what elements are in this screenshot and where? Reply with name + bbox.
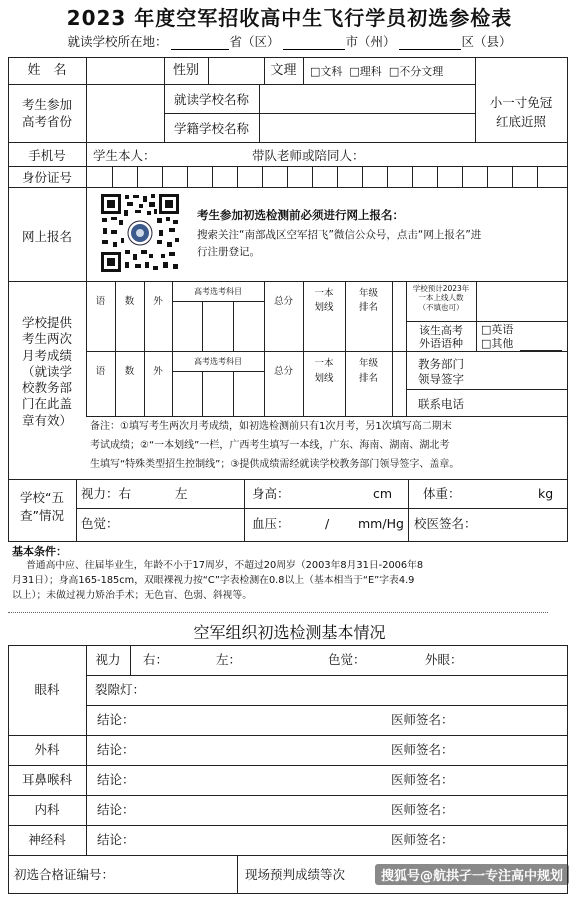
foreign-lang-label-2: 外语语种 (419, 337, 463, 350)
phone-student-label: 学生本人： (93, 148, 156, 163)
header-total: 总分 (273, 366, 293, 377)
school-location-label: 就读学校所在地： (67, 34, 168, 49)
province-label: 省（区） (229, 34, 280, 49)
exam-province-label-1: 考生参加 (21, 97, 72, 112)
eye-conclusion-label: 结论： (97, 712, 135, 727)
province-blank[interactable] (171, 37, 229, 50)
exam-right-label: 右： (143, 652, 169, 667)
header-elective: 高考选考科目 (194, 357, 242, 366)
grades-label-line: 章有效） (21, 412, 72, 428)
ent-conclusion-label: 结论： (97, 772, 135, 787)
remarks-line-2: 考试成绩；②“一本划线”一栏，广西考生填写一本线，广东、海南、湖南、湖北考 (90, 440, 450, 451)
grades-label-line: 考生两次 (21, 331, 72, 347)
photo-note-2: 红底近照 (495, 114, 546, 129)
surgery-doctor-sign-label: 医师签名： (391, 742, 454, 757)
header-math: 数 (124, 366, 135, 377)
wucha-label-1: 学校“五 (20, 490, 64, 505)
remarks-line-1: 备注：①填写考生两次月考成绩，如初选检测前只有1次月考，另1次填写高二期末 (90, 421, 452, 432)
remarks-line-3: 生填写“特殊类型招生控制线”；③提供成绩需经就读学校教务部门领导签字、盖章。 (90, 459, 460, 470)
district-label: 区（县） (461, 34, 512, 49)
exam-outer-eye-label: 外眼： (425, 652, 463, 667)
header-math: 数 (124, 296, 135, 307)
height-label: 身高： (252, 486, 290, 501)
school-location-line (0, 32, 579, 50)
header-chinese: 语 (95, 296, 106, 307)
grade-count-line: 一本上线人数 (418, 293, 464, 303)
academic-dept-label-1: 教务部门 (418, 357, 464, 371)
internal-conclusion-label: 结论： (97, 802, 135, 817)
section-2-title: 空军组织初选检测基本情况 (193, 623, 386, 642)
contact-phone-label: 联系电话 (418, 397, 464, 411)
vision-left-label: 左 (175, 486, 188, 501)
bp-slash: / (325, 516, 330, 531)
grades-section-label (8, 315, 86, 429)
grades-label-line: 月考成绩 (21, 347, 72, 363)
grades-label-line: 校教务部 (21, 380, 72, 395)
eye-dept-label: 眼科 (34, 682, 60, 697)
lang-other-checkbox[interactable]: □其他 (481, 337, 514, 350)
option-undivided[interactable]: □不分文理 (388, 65, 444, 78)
basic-requirements-line-3: 以上）；未做过视力矫治手术；无色盲、色弱、斜视等。 (12, 590, 253, 601)
school-doctor-sign-label: 校医签名： (414, 516, 477, 531)
bp-unit: mm/Hg (358, 516, 404, 531)
name-label: 姓 名 (27, 63, 67, 78)
header-tier-2: 划线 (314, 373, 334, 384)
blood-pressure-label: 血压： (252, 516, 290, 531)
onsite-grade-label: 现场预判成绩等次 (245, 867, 346, 882)
id-number-label: 身份证号 (21, 170, 72, 185)
header-total: 总分 (273, 296, 293, 307)
ent-dept-label: 耳鼻喉科 (21, 772, 72, 787)
basic-requirements-line-1: 普通高中应、往届毕业生，年龄不小于17周岁，不超过20周岁（2003年8月31日-2006年8 (26, 560, 424, 571)
header-rank-1: 年级 (358, 288, 378, 299)
header-tier-1: 一本 (314, 358, 334, 369)
weight-label: 体重： (423, 486, 461, 501)
header-rank-2: 排名 (358, 373, 378, 384)
option-science[interactable]: □理科 (349, 65, 382, 78)
subject-options[interactable] (310, 65, 443, 78)
option-liberal-arts[interactable]: □文科 (310, 65, 343, 78)
online-reg-label: 网上报名 (21, 229, 72, 244)
ent-doctor-sign-label: 医师签名： (391, 772, 454, 787)
color-vision-label: 色觉： (81, 516, 119, 531)
grades-label-line: （就读学 (21, 363, 72, 379)
online-notice-body-1: 搜索关注“南部战区空军招飞”微信公众号，点击“网上报名”进 (197, 229, 482, 241)
page-title: 2023 年度空军招收高中生飞行学员初选参检表 (66, 6, 513, 30)
header-foreign: 外 (153, 296, 163, 307)
grade-count-line: 学校预计2023年 (412, 284, 470, 293)
neuro-conclusion-label: 结论： (97, 832, 135, 847)
header-rank-2: 排名 (358, 302, 378, 313)
header-chinese: 语 (95, 366, 106, 377)
photo-note-1: 小一寸免冠 (489, 95, 553, 110)
city-label: 市（州） (345, 34, 396, 49)
cut-line (8, 612, 548, 613)
basic-requirements-line-2: 月31日）；身高165-185cm，双眼裸视力按“C”字表检测在0.8以上（基本相当于“E”字表4.9 (12, 575, 415, 586)
phone-teacher-label: 带队老师或陪同人： (252, 148, 365, 163)
grade-count-line: （不填也可） (418, 302, 464, 312)
height-unit: cm (373, 486, 393, 501)
cert-number-label: 初选合格证编号： (14, 867, 115, 882)
foreign-lang-label-1: 该生高考 (419, 324, 463, 337)
slit-lamp-label: 裂隙灯： (95, 682, 146, 697)
city-blank[interactable] (283, 37, 345, 50)
phone-label: 手机号 (28, 148, 66, 163)
wucha-label-2: 查”情况 (20, 508, 64, 523)
online-notice-heading: 考生参加初选检测前必须进行网上报名： (197, 208, 404, 222)
header-rank-1: 年级 (358, 358, 378, 369)
weight-unit: kg (538, 486, 554, 501)
gender-label: 性别 (172, 63, 199, 78)
current-school-label: 就读学校名称 (173, 92, 249, 107)
qr-code-icon[interactable] (99, 192, 181, 274)
internal-dept-label: 内科 (34, 802, 60, 817)
vision-label: 视力：右 (81, 486, 132, 501)
registered-school-label: 学籍学校名称 (173, 121, 249, 136)
watermark-text: 搜狐号@航拱孑一专注高中规划 (375, 864, 569, 885)
header-elective: 高考选考科目 (194, 287, 242, 296)
header-foreign: 外 (153, 366, 163, 377)
grade-count-note (406, 284, 476, 312)
subject-label: 文理 (270, 63, 297, 78)
header-tier-1: 一本 (314, 288, 334, 299)
exam-province-label-2: 高考省份 (21, 114, 72, 129)
internal-doctor-sign-label: 医师签名： (391, 802, 454, 817)
eye-doctor-sign-label: 医师签名： (391, 712, 454, 727)
header-tier-2: 划线 (314, 302, 334, 313)
district-blank[interactable] (399, 37, 461, 50)
lang-english-checkbox[interactable]: □英语 (481, 323, 514, 336)
exam-color-label: 色觉： (328, 652, 366, 667)
surgery-conclusion-label: 结论： (97, 742, 135, 757)
neuro-dept-label: 神经科 (28, 832, 66, 847)
online-notice-body-2: 行注册登记。 (197, 246, 260, 258)
surgery-dept-label: 外科 (34, 742, 60, 757)
grades-label-line: 门在此盖 (21, 396, 72, 412)
neuro-doctor-sign-label: 医师签名： (391, 832, 454, 847)
academic-dept-label-2: 领导签字 (418, 372, 464, 386)
basic-requirements-title: 基本条件： (12, 545, 67, 558)
grades-label-line: 学校提供 (21, 315, 72, 330)
exam-left-label: 左： (216, 652, 242, 667)
exam-vision-label: 视力 (95, 652, 121, 667)
